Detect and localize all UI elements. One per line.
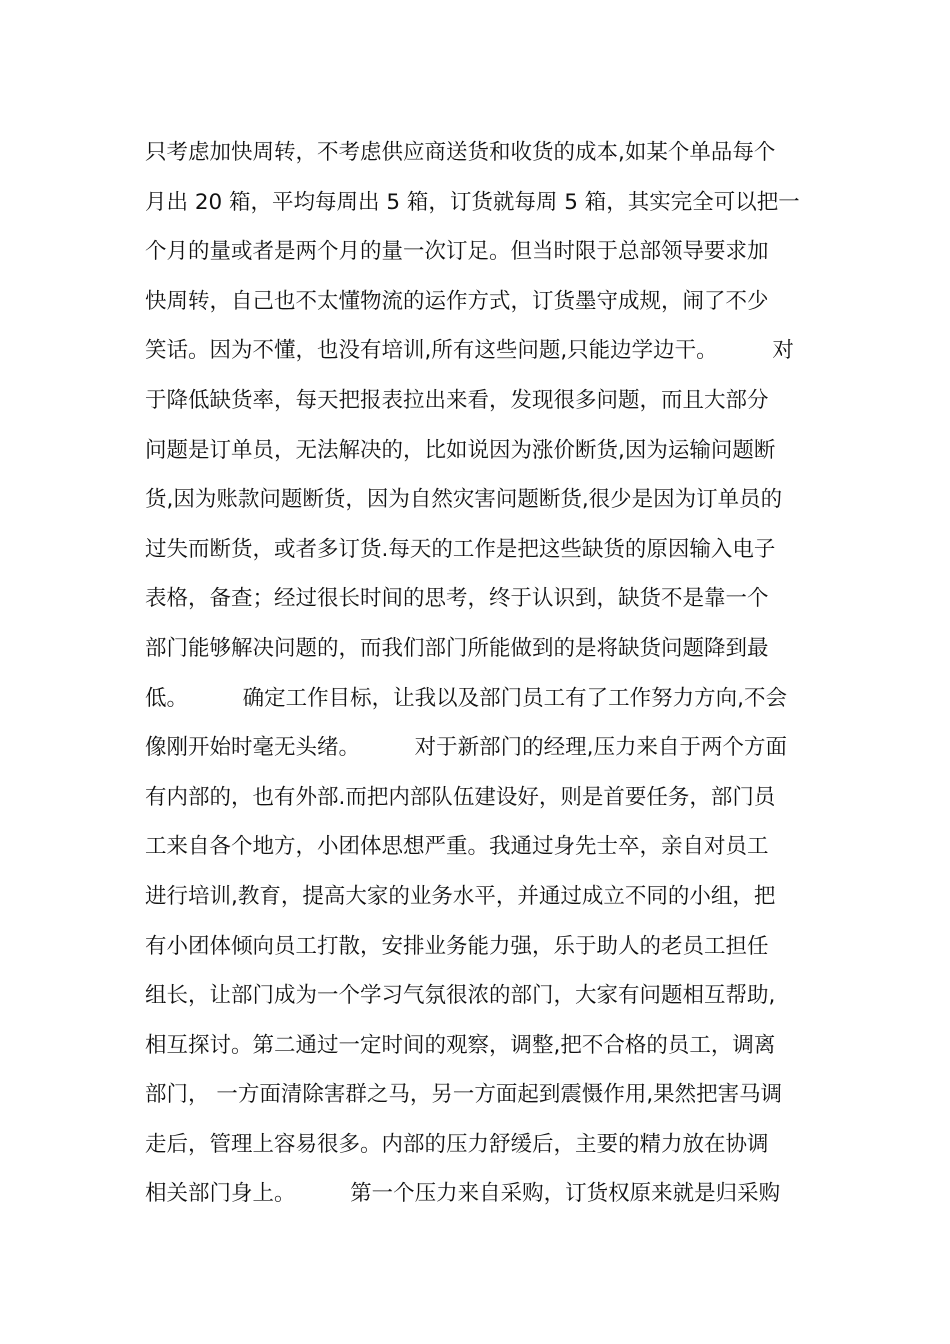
text-line-10: 表格，备查；经过很长时间的思考，终于认识到，缺货不是靠一个 — [145, 586, 769, 612]
text-line-8: 货,因为账款问题断货，因为自然灾害问题断货,很少是因为订单员的 — [145, 487, 783, 513]
text-line-5: 笑话。因为不懂，也没有培训,所有这些问题,只能边学边干。 对 — [145, 338, 794, 364]
text-line-9: 过失而断货，或者多订货.每天的工作是把这些缺货的原因输入电子 — [145, 536, 776, 562]
text-line-18: 组长，让部门成为一个学习气氛很浓的部门，大家有问题相互帮助, — [145, 983, 776, 1009]
text-line-20: 部门， 一方面清除害群之马，另一方面起到震慑作用,果然把害马调 — [145, 1082, 783, 1108]
text-line-19: 相互探讨。第二通过一定时间的观察，调整,把不合格的员工，调离 — [145, 1032, 776, 1058]
text-line-12: 低。 确定工作目标，让我以及部门员工有了工作努力方向,不会 — [145, 685, 788, 711]
text-line-22: 相关部门身上。 第一个压力来自采购，订货权原来就是归采购 — [145, 1181, 781, 1207]
body-text — [145, 128, 810, 1219]
text-line-21: 走后，管理上容易很多。内部的压力舒缓后，主要的精力放在协调 — [145, 1131, 769, 1157]
text-line-3: 个月的量或者是两个月的量一次订足。但当时限于总部领导要求加 — [145, 239, 769, 265]
text-line-6: 于降低缺货率，每天把报表拉出来看，发现很多问题，而且大部分 — [145, 387, 769, 413]
text-line-16: 进行培训,教育，提高大家的业务水平，并通过成立不同的小组，把 — [145, 883, 776, 909]
text-line-15: 工来自各个地方，小团体思想严重。我通过身先士卒，亲自对员工 — [145, 834, 769, 860]
text-line-7: 问题是订单员，无法解决的，比如说因为涨价断货,因为运输问题断 — [145, 437, 776, 463]
text-line-1: 只考虑加快周转，不考虑供应商送货和收货的成本,如某个单品每个 — [145, 140, 776, 165]
text-line-4: 快周转，自己也不太懂物流的运作方式，订货墨守成规，闹了不少 — [145, 288, 769, 314]
text-line-13: 像刚开始时毫无头绪。 对于新部门的经理,压力来自于两个方面 — [145, 735, 788, 761]
text-line-11: 部门能够解决问题的，而我们部门所能做到的是将缺货问题降到最 — [145, 635, 769, 661]
text-line-17: 有小团体倾向员工打散，安排业务能力强，乐于助人的老员工担任 — [145, 933, 769, 959]
text-line-14: 有内部的，也有外部.而把内部队伍建设好，则是首要任务，部门员 — [145, 784, 776, 810]
text-line-2: 月出 20 箱，平均每周出 5 箱，订货就每周 5 箱，其实完全可以把一 — [145, 189, 800, 215]
